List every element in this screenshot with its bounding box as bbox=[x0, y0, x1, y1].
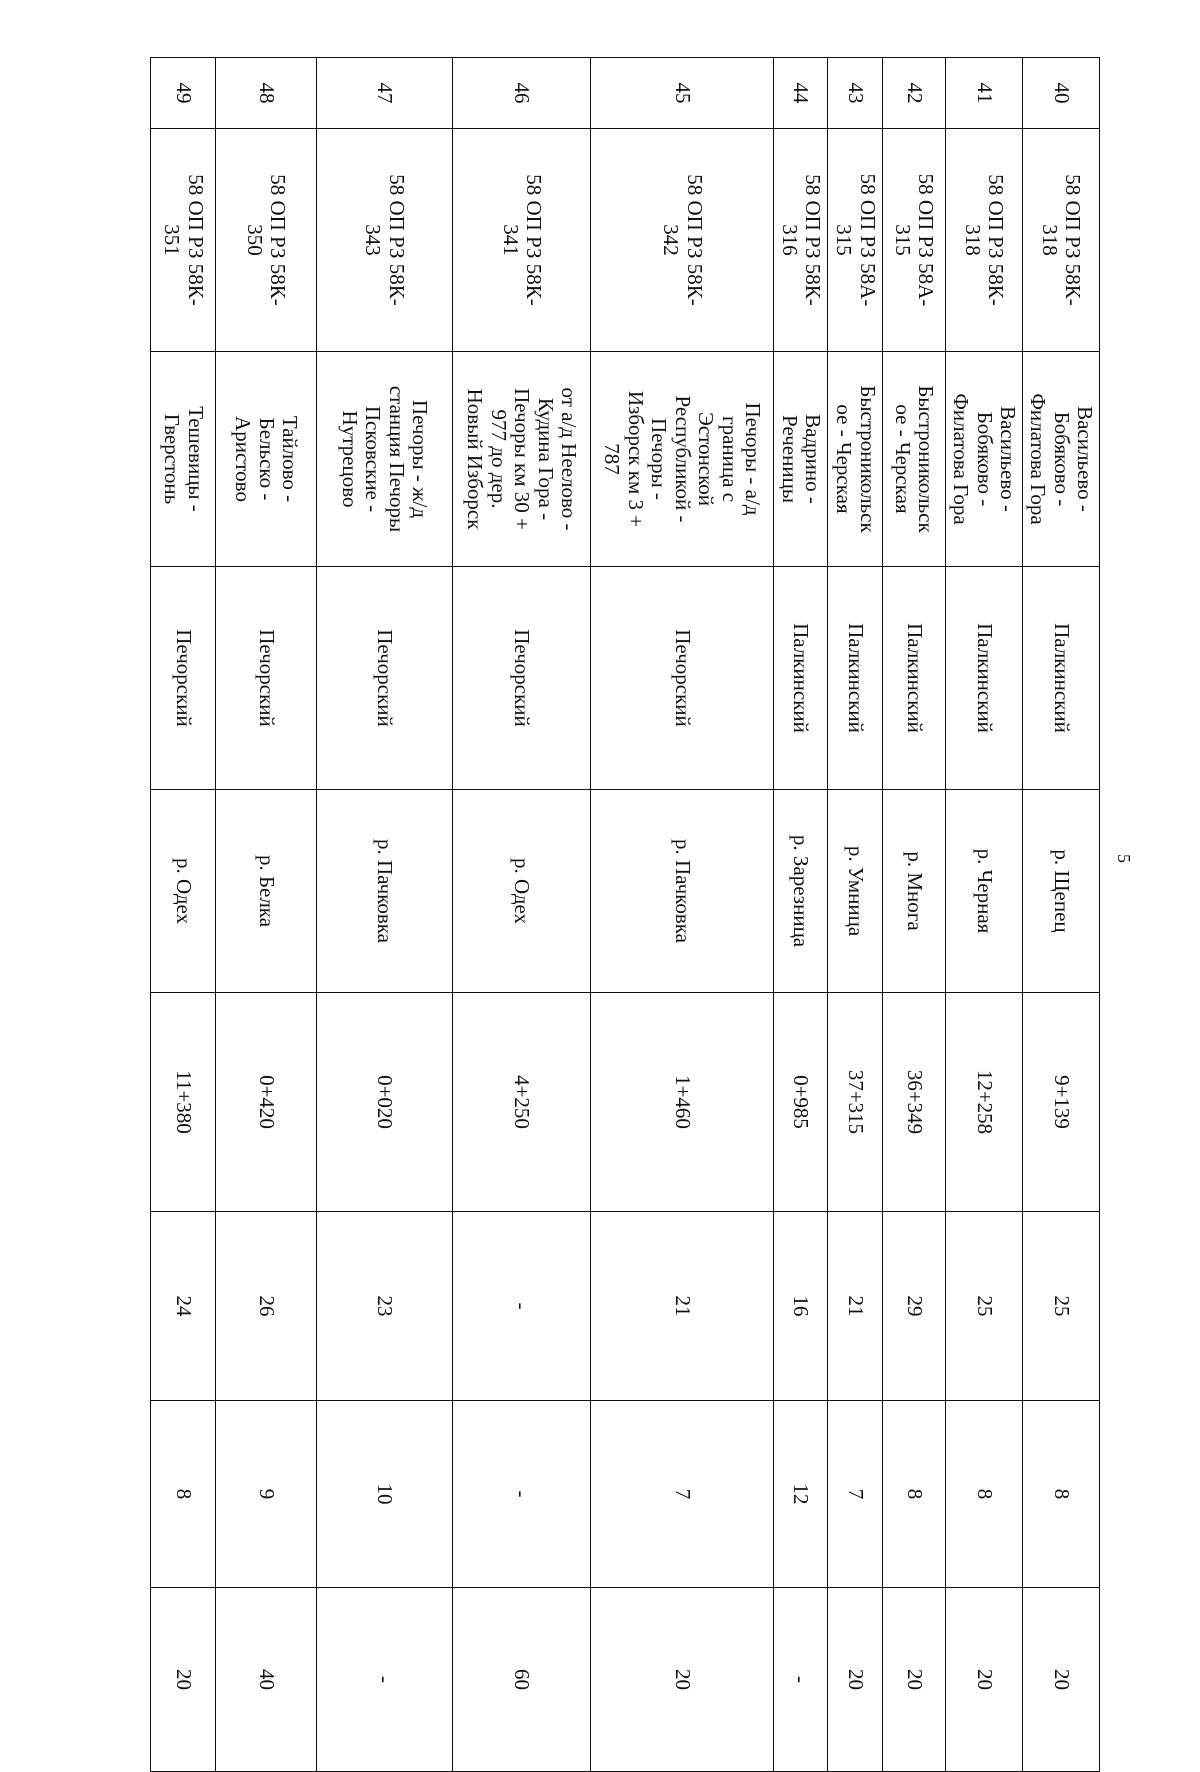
cell-num: 45 bbox=[591, 58, 773, 129]
cell-length: 29 bbox=[882, 1212, 945, 1401]
cell-road-code: 58 ОП РЗ 58К- 341 bbox=[453, 129, 591, 352]
cell-district: Печорский bbox=[316, 567, 452, 790]
cell-river: р. Щепец bbox=[1022, 790, 1099, 993]
cell-road-code: 58 ОП РЗ 58А- 315 bbox=[828, 129, 883, 352]
cell-num: 47 bbox=[316, 58, 452, 129]
table-row bbox=[1022, 58, 1099, 1772]
cell-km: 36+349 bbox=[882, 993, 945, 1212]
table-row bbox=[216, 58, 317, 1772]
cell-district: Печорский bbox=[591, 567, 773, 790]
cell-last: 20 bbox=[945, 1588, 1022, 1772]
cell-km: 4+250 bbox=[453, 993, 591, 1212]
cell-num: 44 bbox=[773, 58, 828, 129]
cell-river: р. Умница bbox=[828, 790, 883, 993]
cell-last: 20 bbox=[882, 1588, 945, 1772]
cell-road-name: Вадрино - Реченицы bbox=[773, 352, 828, 567]
cell-width: 8 bbox=[151, 1401, 216, 1588]
cell-km: 11+380 bbox=[151, 993, 216, 1212]
cell-num: 48 bbox=[216, 58, 317, 129]
cell-river: р. Зарезница bbox=[773, 790, 828, 993]
cell-length: 24 bbox=[151, 1212, 216, 1401]
cell-district: Печорский bbox=[151, 567, 216, 790]
cell-road-name: Васильево - Бобяково - Филатова Гора bbox=[945, 352, 1022, 567]
cell-river: р. Белка bbox=[216, 790, 317, 993]
cell-district: Печорский bbox=[216, 567, 317, 790]
cell-road-name: Печоры - а/д граница с Эстонской Республикой - Печоры - Изборск км 3 + 787 bbox=[591, 352, 773, 567]
cell-road-name: Быстроникольск ое - Черская bbox=[828, 352, 883, 567]
cell-length: 21 bbox=[591, 1212, 773, 1401]
cell-last: 20 bbox=[151, 1588, 216, 1772]
cell-road-code: 58 ОП РЗ 58К- 318 bbox=[1022, 129, 1099, 352]
cell-length: 25 bbox=[1022, 1212, 1099, 1401]
table-row bbox=[773, 58, 828, 1772]
cell-km: 9+139 bbox=[1022, 993, 1099, 1212]
cell-length: 25 bbox=[945, 1212, 1022, 1401]
table-row bbox=[151, 58, 216, 1772]
cell-road-code: 58 ОП РЗ 58К- 343 bbox=[316, 129, 452, 352]
cell-num: 43 bbox=[828, 58, 883, 129]
cell-last: 60 bbox=[453, 1588, 591, 1772]
cell-district: Палкинский bbox=[828, 567, 883, 790]
cell-num: 42 bbox=[882, 58, 945, 129]
table-row bbox=[882, 58, 945, 1772]
table-row bbox=[591, 58, 773, 1772]
cell-width: 7 bbox=[591, 1401, 773, 1588]
cell-num: 41 bbox=[945, 58, 1022, 129]
cell-road-code: 58 ОП РЗ 58К- 351 bbox=[151, 129, 216, 352]
cell-width: - bbox=[453, 1401, 591, 1588]
cell-last: - bbox=[773, 1588, 828, 1772]
cell-last: 20 bbox=[591, 1588, 773, 1772]
table-row bbox=[453, 58, 591, 1772]
page-number: 5 bbox=[1114, 854, 1134, 863]
cell-road-code: 58 ОП РЗ 58К- 316 bbox=[773, 129, 828, 352]
cell-length: 21 bbox=[828, 1212, 883, 1401]
cell-last: 20 bbox=[828, 1588, 883, 1772]
cell-road-name: Тайлово - Бельско - Аристово bbox=[216, 352, 317, 567]
cell-road-name: Быстроникольск ое - Черская bbox=[882, 352, 945, 567]
cell-river: р. Одех bbox=[453, 790, 591, 993]
cell-district: Палкинский bbox=[773, 567, 828, 790]
cell-last: 20 bbox=[1022, 1588, 1099, 1772]
cell-road-code: 58 ОП РЗ 58А- 315 bbox=[882, 129, 945, 352]
cell-num: 49 bbox=[151, 58, 216, 129]
cell-last: 40 bbox=[216, 1588, 317, 1772]
cell-length: 23 bbox=[316, 1212, 452, 1401]
cell-river: р. Пачковка bbox=[591, 790, 773, 993]
bridges-table bbox=[150, 57, 1100, 1772]
cell-length: - bbox=[453, 1212, 591, 1401]
cell-length: 26 bbox=[216, 1212, 317, 1401]
table-row bbox=[945, 58, 1022, 1772]
cell-district: Печорский bbox=[453, 567, 591, 790]
cell-width: 9 bbox=[216, 1401, 317, 1588]
cell-road-code: 58 ОП РЗ 58К- 318 bbox=[945, 129, 1022, 352]
cell-km: 37+315 bbox=[828, 993, 883, 1212]
cell-km: 1+460 bbox=[591, 993, 773, 1212]
cell-width: 8 bbox=[1022, 1401, 1099, 1588]
cell-km: 0+985 bbox=[773, 993, 828, 1212]
cell-river: р. Черная bbox=[945, 790, 1022, 993]
cell-last: - bbox=[316, 1588, 452, 1772]
cell-district: Палкинский bbox=[882, 567, 945, 790]
table-row bbox=[316, 58, 452, 1772]
cell-river: р. Многа bbox=[882, 790, 945, 993]
cell-road-name: Васильево - Бобяково - Филатова Гора bbox=[1022, 352, 1099, 567]
cell-district: Палкинский bbox=[945, 567, 1022, 790]
cell-width: 10 bbox=[316, 1401, 452, 1588]
cell-road-name: от а/д Неелово - Кудина Гора - Печоры км 30 + 977 до дер. Новый Изборск bbox=[453, 352, 591, 567]
cell-length: 16 bbox=[773, 1212, 828, 1401]
cell-river: р. Одех bbox=[151, 790, 216, 993]
rotated-table-wrapper bbox=[150, 57, 1100, 1690]
cell-width: 8 bbox=[945, 1401, 1022, 1588]
cell-road-name: Тешевицы - Гверстонь bbox=[151, 352, 216, 567]
cell-num: 40 bbox=[1022, 58, 1099, 129]
cell-width: 8 bbox=[882, 1401, 945, 1588]
cell-width: 7 bbox=[828, 1401, 883, 1588]
rotated-table-inner bbox=[150, 57, 1100, 1690]
cell-road-code: 58 ОП РЗ 58К- 342 bbox=[591, 129, 773, 352]
table-body bbox=[151, 58, 1100, 1772]
cell-km: 12+258 bbox=[945, 993, 1022, 1212]
cell-district: Палкинский bbox=[1022, 567, 1099, 790]
cell-km: 0+420 bbox=[216, 993, 317, 1212]
cell-road-name: Печоры - ж/д станция Печоры Псковские - Нутрецово bbox=[316, 352, 452, 567]
cell-km: 0+020 bbox=[316, 993, 452, 1212]
cell-river: р. Пачковка bbox=[316, 790, 452, 993]
table-row bbox=[828, 58, 883, 1772]
cell-road-code: 58 ОП РЗ 58К- 350 bbox=[216, 129, 317, 352]
cell-width: 12 bbox=[773, 1401, 828, 1588]
cell-num: 46 bbox=[453, 58, 591, 129]
